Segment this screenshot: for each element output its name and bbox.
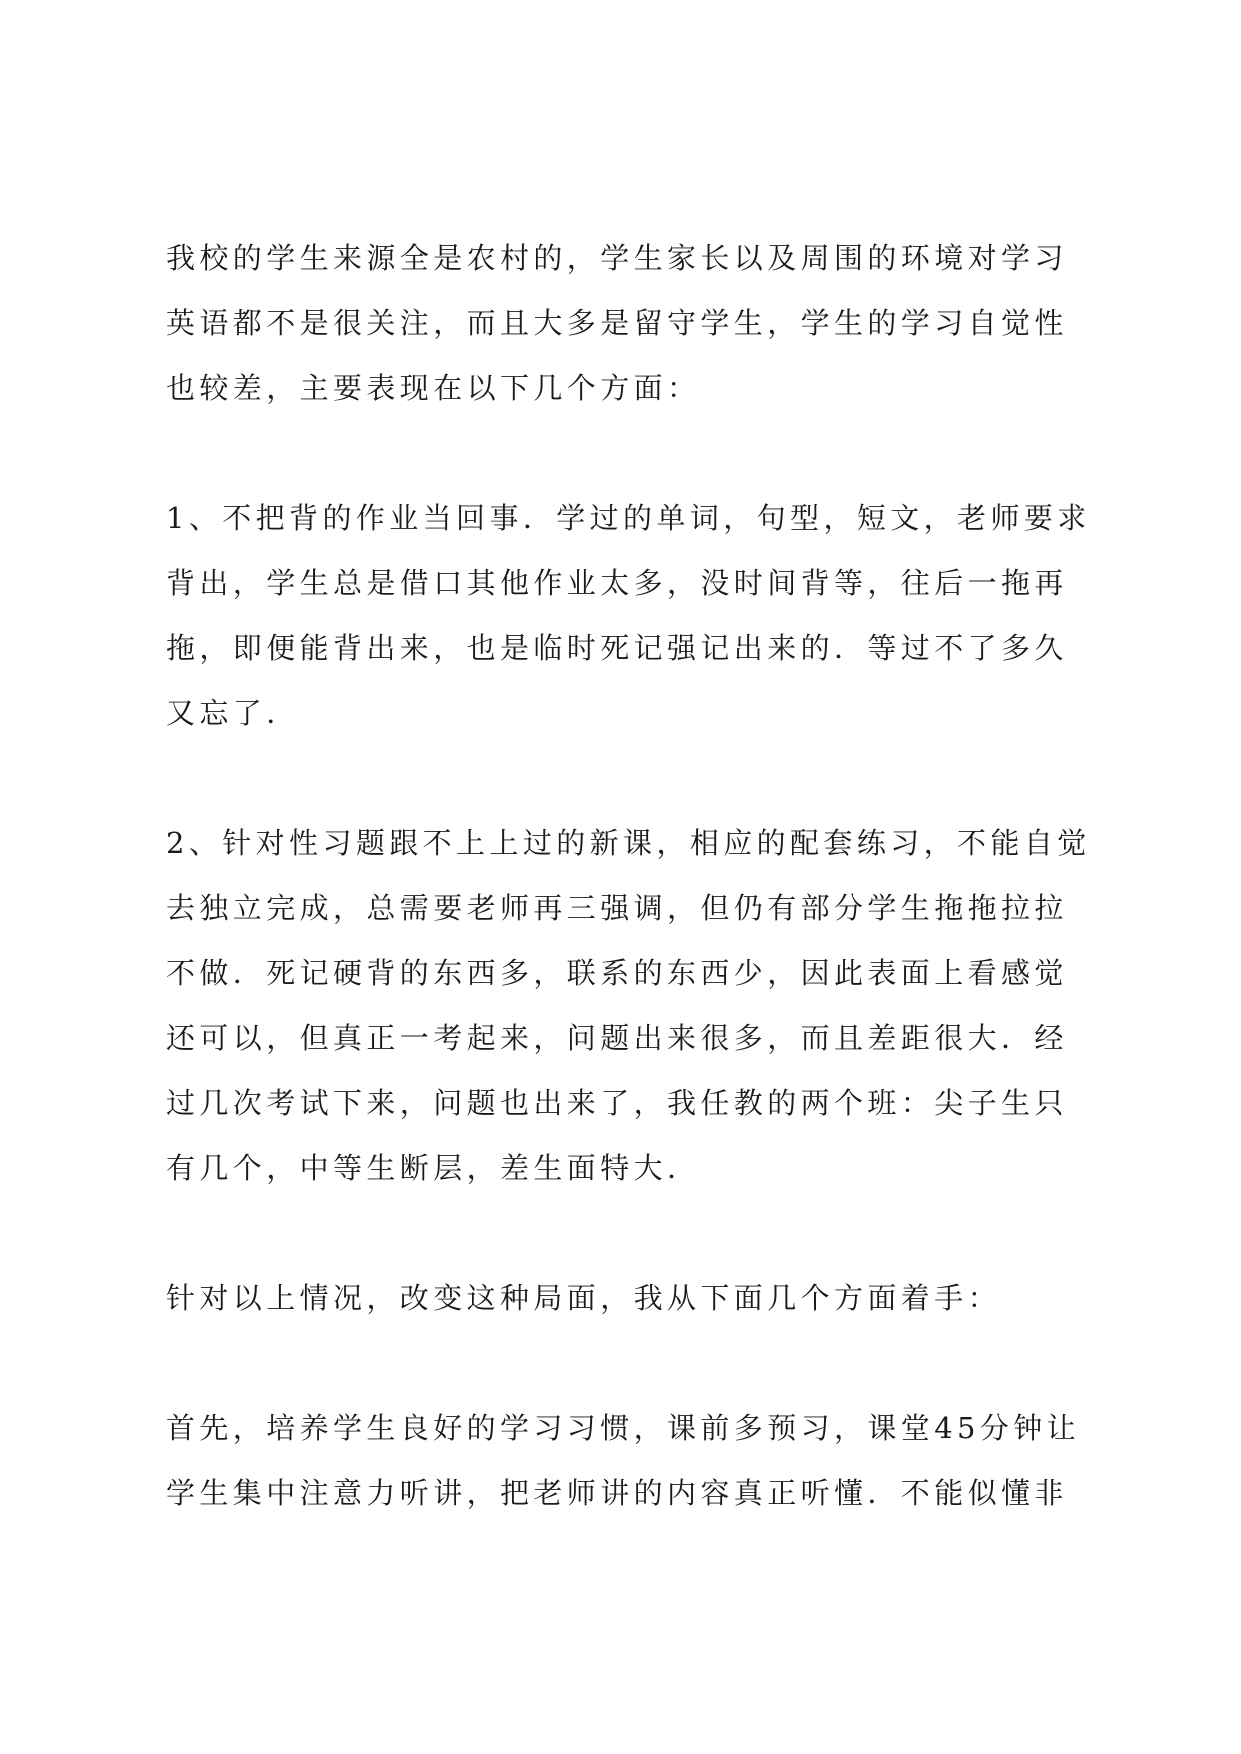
paragraph-point-1: 1、不把背的作业当回事．学过的单词，句型，短文，老师要求背出，学生总是借口其他作业太多，没时间背等，往后一拖再拖，即便能背出来，也是临时死记强记出来的．等过不了多久又忘了．: [166, 501, 1091, 730]
paragraph-intro: 我校的学生来源全是农村的，学生家长以及周围的环境对学习英语都不是很关注，而且大多是留守学生，学生的学习自觉性也较差，主要表现在以下几个方面：: [166, 241, 1068, 405]
paragraph-first-measure: 首先，培养学生良好的学习习惯，课前多预习，课堂45分钟让学生集中注意力听讲，把老师讲的内容真正听懂．不能似懂非: [166, 1411, 1081, 1510]
document-body: [166, 226, 1091, 1526]
paragraph-point-2: 2、针对性习题跟不上上过的新课，相应的配套练习，不能自觉去独立完成，总需要老师再三强调，但仍有部分学生拖拖拉拉不做．死记硬背的东西多，联系的东西少，因此表面上看感觉还可以，但真正一考起来，问题出来很多，而且差距很大．经过几次考试下来，问题也出来了，我任教的两个班：尖子生只有几个，中等生断层，差生面特大．: [166, 826, 1091, 1185]
paragraph-response-intro: 针对以上情况，改变这种局面，我从下面几个方面着手：: [166, 1281, 1002, 1315]
